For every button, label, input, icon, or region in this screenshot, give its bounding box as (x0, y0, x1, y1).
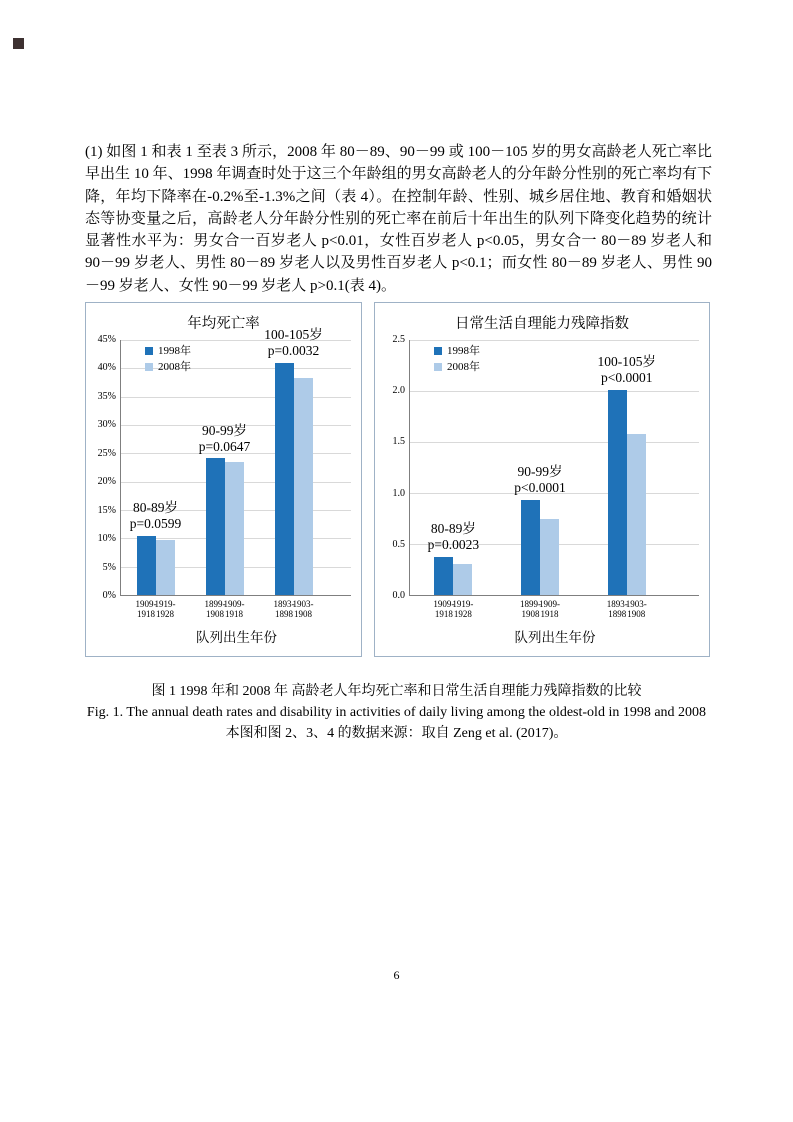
x-tick-label: 1903- 1908 (625, 599, 647, 619)
bar-2008年 (627, 434, 646, 595)
significance-annotation: 80-89岁 p=0.0599 (129, 499, 182, 531)
significance-annotation: 100-105岁 p<0.0001 (597, 354, 656, 386)
bar-2008年 (225, 462, 244, 595)
bar-2008年 (156, 540, 175, 595)
page-number: 6 (393, 968, 400, 982)
bar-2008年 (294, 378, 313, 595)
chart-annual-death-rate (85, 302, 362, 657)
y-tick-label: 5% (102, 561, 116, 573)
bar-1998年 (206, 458, 225, 595)
y-tick-label: 25% (97, 447, 116, 459)
plot-area (120, 326, 351, 619)
significance-annotation: 90-99岁 p<0.0001 (514, 464, 566, 496)
plot-area (409, 340, 699, 619)
bar-groups (410, 340, 699, 619)
bar-group (190, 340, 259, 619)
figure-caption-zh: 图 1 1998 年和 2008 年 高龄老人年均死亡率和日常生活自理能力残障指数的比较 (151, 684, 642, 699)
bar-1998年 (434, 557, 453, 595)
y-tick-label: 2.5 (392, 334, 405, 345)
x-tick-label: 1909- 1918 (539, 599, 561, 619)
x-tick-label: 1893- 1898 (273, 599, 295, 619)
x-tick-label: 1903- 1908 (292, 599, 314, 619)
significance-annotation: 100-105岁 p=0.0032 (264, 326, 323, 358)
x-tick-label: 1909- 1918 (223, 599, 245, 619)
chart-title: 年均死亡率 (187, 316, 260, 332)
y-tick-label: 40% (97, 362, 116, 374)
y-tick-label: 20% (97, 476, 116, 488)
y-tick-label: 45% (97, 334, 116, 345)
bar-group (583, 340, 670, 619)
x-tick-label: 1893- 1898 (606, 599, 628, 619)
x-tick-label: 1919- 1928 (154, 599, 176, 619)
chart-adl-disability-index (374, 302, 710, 657)
x-tick-label: 1909- 1918 (135, 599, 157, 619)
y-tick-label: 0% (102, 590, 116, 601)
bar-1998年 (608, 390, 627, 595)
bar-2008年 (453, 564, 472, 595)
figure-caption-source: 本图和图 2、3、4 的数据来源：取自 Zeng et al. (2017)。 (225, 726, 568, 741)
y-tick-label: 1.5 (392, 436, 405, 448)
legend-label-1998: 1998年 (447, 345, 480, 357)
bar-1998年 (137, 536, 156, 596)
y-tick-label: 0.5 (392, 538, 405, 550)
body-paragraph: (1) 如图 1 和表 1 至表 3 所示，2008 年 80－89、90－99 或 100－105 岁的男女高龄老人死亡率比早出生 10 年、1998 年调查时处于这三个年龄组的男女高龄老人的分年龄分性别的死亡率均有下降，年均下降率在-0.2%至-1.3%之间（表 4）。在控制年龄、性别、城乡居住地、教育和婚姻状态等协变量之后，高龄老人分年龄分性别的死亡率在前后十年出生的队列下降变化趋势的统计显著性水平为：男女合一百岁老人 p<0.01，女性百岁老人 p<0.05，男女合一 80－89 岁老人和 90－99 岁老人、男性 80－89 岁老人以及男性百岁老人 p<0.1；而女性 80－89 岁老人、男性 90－99 岁老人、女性 90－99 岁老人 p>0.1(表 4)。 (85, 144, 712, 294)
corner-mark (13, 38, 24, 49)
bar-1998年 (521, 500, 540, 595)
y-axis (379, 334, 409, 601)
x-tick-label: 1909- 1918 (433, 599, 455, 619)
x-axis-title: 队列出生年份 (196, 630, 277, 645)
y-axis (90, 334, 120, 601)
y-tick-label: 30% (97, 419, 116, 431)
legend-label-2008: 2008年 (447, 361, 480, 373)
x-axis-title: 队列出生年份 (514, 630, 596, 645)
bar-2008年 (540, 519, 559, 596)
y-tick-label: 1.0 (392, 487, 405, 499)
y-tick-label: 0.0 (392, 590, 405, 601)
significance-annotation: 80-89岁 p=0.0023 (427, 521, 480, 553)
figure-caption-en: Fig. 1. The annual death rates and disability in activities of daily living among the oldest-old in 1998 and 2008 (86, 705, 707, 720)
bar-group (410, 340, 497, 619)
x-tick-label: 1899- 1908 (520, 599, 542, 619)
chart-title: 日常生活自理能力残障指数 (455, 316, 629, 332)
bar-group (497, 340, 584, 619)
x-tick-label: 1919- 1928 (452, 599, 474, 619)
y-tick-label: 15% (97, 504, 116, 516)
legend-label-1998: 1998年 (158, 345, 191, 357)
y-tick-label: 35% (97, 390, 116, 402)
y-tick-label: 10% (97, 533, 116, 545)
y-tick-label: 2.0 (392, 385, 405, 397)
bar-1998年 (275, 363, 294, 595)
bar-groups (121, 326, 351, 619)
bar-group (121, 340, 190, 619)
significance-annotation: 90-99岁 p=0.0647 (198, 422, 251, 454)
x-tick-label: 1899- 1908 (204, 599, 226, 619)
legend-label-2008: 2008年 (158, 361, 191, 373)
bar-group (259, 326, 328, 619)
